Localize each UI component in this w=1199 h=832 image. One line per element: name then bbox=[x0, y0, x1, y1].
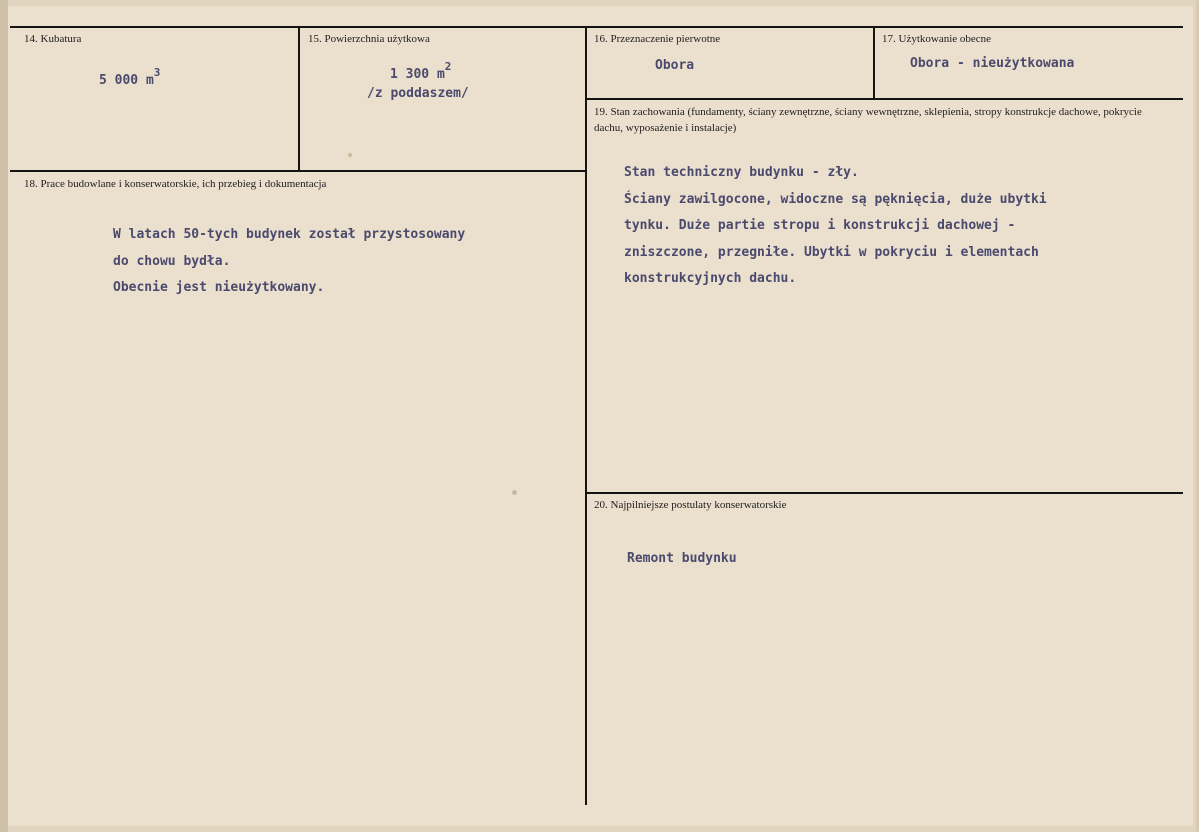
field-14-value-text: 5 000 m bbox=[99, 73, 154, 88]
field-19-line: Ściany zawilgocone, widoczne są pęknięcia, duże ubytki bbox=[624, 191, 1047, 207]
field-19-label: 19. Stan zachowania (fundamenty, ściany zewnętrzne, ściany wewnętrzne, sklepienia, stropy konstrukcje dachowe, pokrycie dachu, wyposażenie i instalacje) bbox=[594, 106, 1142, 134]
field-19-line: tynku. Duże partie stropu i konstrukcji dachowej - bbox=[624, 218, 1016, 233]
divider-16-17 bbox=[873, 27, 875, 99]
field-15-value-line1 bbox=[390, 60, 452, 82]
field-18-line: W latach 50-tych budynek został przystosowany bbox=[113, 227, 466, 242]
field-16-value: Obora bbox=[655, 58, 695, 73]
field-18-line: Obecnie jest nieużytkowany. bbox=[113, 280, 325, 295]
card-left-edge bbox=[0, 0, 8, 832]
rule-under-14-15 bbox=[10, 170, 586, 172]
field-19-line: Stan techniczny budynku - zły. bbox=[624, 165, 859, 180]
field-15-label: 15. Powierzchnia użytkowa bbox=[308, 33, 430, 45]
field-17-label: 17. Użytkowanie obecne bbox=[882, 33, 992, 45]
top-rule bbox=[10, 26, 1183, 28]
rule-under-16-17 bbox=[586, 98, 1183, 100]
field-19-text bbox=[624, 160, 1047, 293]
field-14-label: 14. Kubatura bbox=[24, 33, 82, 45]
field-19-line: zniszczone, przegniłe. Ubytki w pokryciu i elementach bbox=[624, 244, 1039, 260]
divider-center bbox=[585, 27, 587, 805]
field-16-label: 16. Przeznaczenie pierwotne bbox=[594, 33, 721, 45]
field-14-value bbox=[99, 66, 161, 88]
rule-above-20 bbox=[586, 492, 1183, 494]
field-18-text bbox=[113, 222, 465, 302]
field-20-label: 20. Najpilniejsze postulaty konserwatorskie bbox=[594, 499, 787, 511]
field-15-value-line2: /z poddaszem/ bbox=[367, 86, 469, 101]
field-19-line: konstrukcyjnych dachu. bbox=[624, 271, 797, 286]
field-15-value-superscript: 2 bbox=[444, 60, 452, 73]
field-15-value-text: 1 300 m bbox=[390, 67, 445, 82]
field-18-label: 18. Prace budowlane i konserwatorskie, ich przebieg i dokumentacja bbox=[24, 178, 327, 190]
paper-stain bbox=[512, 490, 517, 495]
field-18-line: do chowu bydła. bbox=[113, 253, 231, 269]
paper-stain bbox=[348, 153, 352, 157]
divider-14-15 bbox=[298, 27, 300, 171]
field-14-value-superscript: 3 bbox=[153, 66, 161, 79]
field-20-value: Remont budynku bbox=[627, 551, 737, 566]
field-17-value: Obora - nieużytkowana bbox=[910, 56, 1075, 71]
